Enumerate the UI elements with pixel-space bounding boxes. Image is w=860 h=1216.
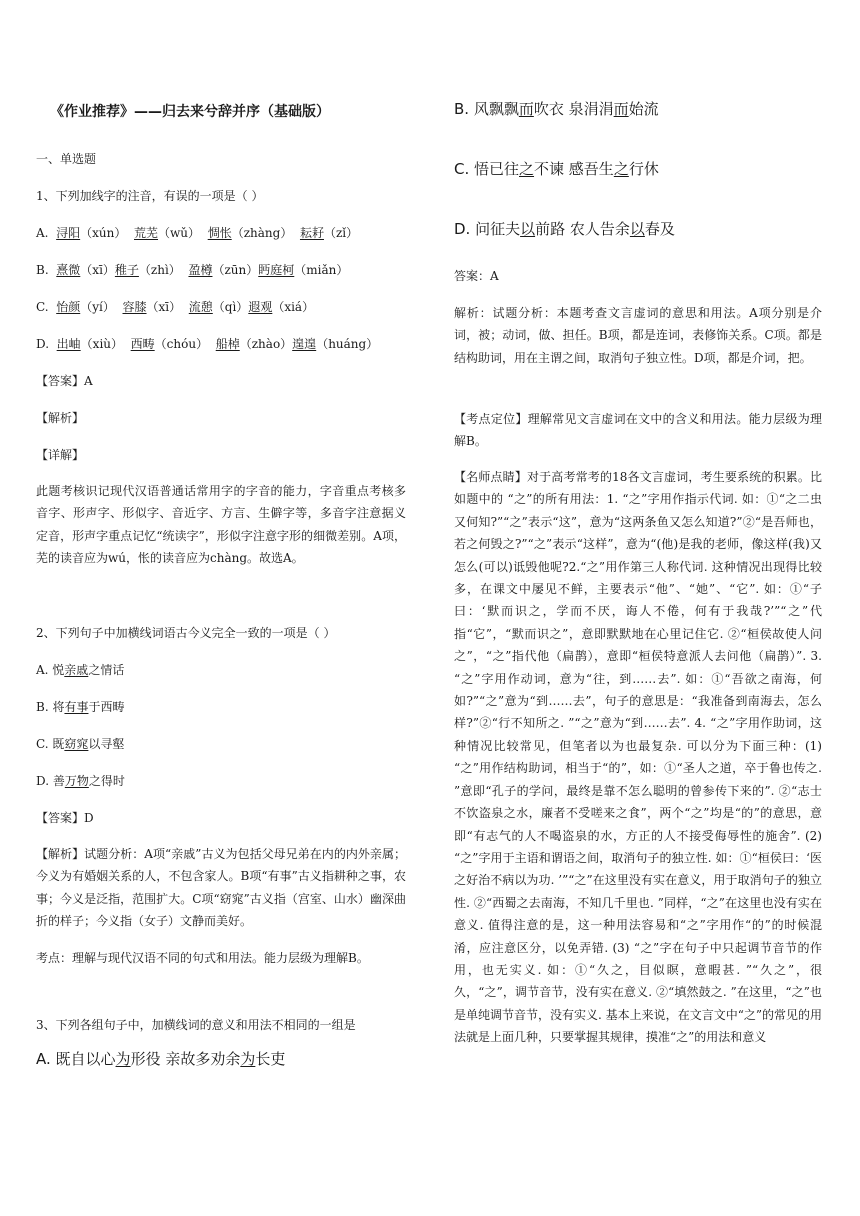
q3-stem: 3、下列各组句子中，加横线词的意义和用法不相同的一组是	[36, 1018, 356, 1032]
marked-word: 以	[629, 220, 645, 238]
marked-word: 怡颜	[56, 300, 81, 314]
q2-stem: 2、下列句子中加横线词语古今义完全一致的一项是（ ）	[36, 626, 336, 640]
option-text: 不谏 感吾生	[534, 160, 614, 178]
option-text: D. 善	[36, 774, 65, 788]
pinyin: （zhì）	[138, 263, 181, 277]
q1-option-b	[36, 262, 348, 278]
marked-word: 船棹	[215, 337, 240, 351]
option-text: 形役 亲故多劝余	[130, 1050, 241, 1068]
option-text: D. 问征夫	[454, 220, 521, 238]
pinyin: （chóu）	[154, 337, 209, 351]
pinyin: （zhàng）	[231, 226, 293, 240]
q1-stem: 1、下列加线字的注音，有误的一项是（ ）	[36, 189, 264, 203]
q1-analysis-label: 【解析】	[36, 411, 85, 425]
pinyin: （zūn）	[212, 263, 259, 277]
marked-word: 窈窕	[64, 737, 89, 751]
marked-word: 有事	[64, 700, 89, 714]
marked-word: 而	[518, 100, 534, 118]
option-text: 始流	[628, 100, 659, 118]
q3-option-c	[454, 159, 659, 179]
pinyin: （xī）	[146, 300, 182, 314]
option-letter: A.	[36, 226, 49, 240]
option-text: A. 悦	[36, 663, 65, 677]
marked-word: 西畴	[130, 337, 155, 351]
marked-word: 流憩	[188, 300, 213, 314]
q1-option-c	[36, 299, 314, 315]
pinyin: （wǔ）	[158, 226, 201, 240]
q2-option-c	[36, 736, 124, 752]
marked-word: 眄庭柯	[258, 263, 295, 277]
marked-word: 遑遑	[292, 337, 317, 351]
option-text: 以寻壑	[88, 737, 125, 751]
marked-word: 亲戚	[64, 663, 89, 677]
pinyin: （huáng）	[316, 337, 379, 351]
option-text: 之情话	[88, 663, 125, 677]
marked-word: 遐观	[248, 300, 273, 314]
q2-answer: 【答案】D	[36, 811, 94, 825]
q2-option-a	[36, 662, 124, 678]
marked-word: 浔阳	[56, 226, 81, 240]
marked-word: 为	[240, 1050, 256, 1068]
q3-mingshi-dianjing: 【名师点睛】对于高考常考的18各文言虚词，考生要系统的积累。比如题中的 “之”的所有用法：1. “之”字用作指示代词. 如：①“之二虫又何知?”“之”表示“这”，意为“这两条鱼又怎么知道?”②“是吾师也，若之何毁之?”“之”表示“这样”，意为“(他)是我的老师，像这样(我)又怎么(可以)诋毁他呢?2.“之”用作第三人称代词. 这种情况出现得比较多，在课文中屡见不鲜，主要表示“他”、“她”、“它”. 如：①“子曰：‘默而识之，学而不厌，诲人不倦，何有于我哉?’”“之”代指“它”，“默而识之”，意即默默地在心里记住它. ②“桓侯故使人问之”，“之”指代他（扁鹊），意即“桓侯特意派人去问他（扁鹊）”. 3. “之”字用作动词，意为“往，到……去”. 如：①“吾欲之南海，何如?”“之”意为“到……去”，句子的意思是：“我准备到南海去，怎么样?”②“行不知所之. ”“之”意为“到……去”. 4. “之”字用作助词，这种情况比较常见，但笔者以为也最复杂. 可以分为下面三种：(1) “之”用作结构助词，相当于“的”，如：①“圣人之道，卒于鲁也传之. ”意即“孔子的学问，最终是靠不怎么聪明的曾参传下来的”. ②“志士不饮盗泉之水，廉者不受嗟来之食”，两个“之”均是“的”的意思，意即“有志气的人不喝盗泉的水，方正的人不接受侮辱性的施舍”. (2) “之”字用于主语和谓语之间，取消句子的独立性. 如：①“桓侯曰：‘医之好治不病以为功. ’”“之”在这里没有实在意义，用于取消句子的独立性. ②“西蜀之去南海，不知几千里也. ”同样，“之”在这里也没有实在意义. 值得注意的是，这一种用法容易和“之”字用作“的”的时候混淆，应注意区分，以免弄错. (3) “之”字在句子中只起调节音节的作用，也无实义. 如：①“久之，目似瞑，意暇甚. ”“久之”，很久，“之”，调节音节，没有实在意义. ②“填然鼓之. ”在这里，“之”也是单纯调节音节，没有实义. 基本上来说，在文言文中“之”的常见的用法就是上面几种，只要掌握其规律，摸准“之”的用法和意义	[454, 470, 822, 1045]
pinyin: （zǐ）	[323, 226, 359, 240]
q3-option-d	[454, 219, 675, 239]
marked-word: 容膝	[122, 300, 147, 314]
option-text: A. 既自以心	[36, 1050, 116, 1068]
option-text: C. 既	[36, 737, 65, 751]
marked-word: 而	[613, 100, 629, 118]
section-heading: 一、单选题	[36, 152, 97, 166]
option-text: 春及	[644, 220, 675, 238]
marked-word: 荒芜	[134, 226, 159, 240]
pinyin: （xiù）	[80, 337, 124, 351]
pinyin: （zhào）	[239, 337, 293, 351]
marked-word: 万物	[64, 774, 89, 788]
option-text: B. 风飘飘	[454, 100, 519, 118]
marked-word: 之	[519, 160, 535, 178]
option-letter: C.	[36, 300, 49, 314]
option-text: 行休	[628, 160, 659, 178]
pinyin: （xún）	[80, 226, 127, 240]
option-letter: B.	[36, 263, 49, 277]
option-text: 吹衣 泉涓涓	[533, 100, 614, 118]
marked-word: 以	[520, 220, 536, 238]
pinyin: （xī）	[80, 263, 115, 277]
q2-option-d	[36, 773, 125, 789]
marked-word: 熹微	[56, 263, 81, 277]
q1-detail-text: 此题考核识记现代汉语普通话常用字的字音的能力，字音重点考核多音字、形声字、形似字、音近字、方言、生僻字等，多音字注意据义定音，形声字重点记忆“统读字”，形似字注意字形的细微差别。A项，芜的读音应为wú，怅的读音应为chàng。故选A。	[36, 484, 406, 566]
option-letter: D.	[36, 337, 50, 351]
marked-word: 盈樽	[188, 263, 213, 277]
pinyin: （yí）	[80, 300, 115, 314]
marked-word: 之	[613, 160, 629, 178]
q1-detail-label: 【详解】	[36, 448, 85, 462]
marked-word: 稚子	[114, 263, 139, 277]
document-title: 《作业推荐》——归去来兮辞并序（基础版）	[50, 104, 330, 120]
q3-answer: 答案：A	[454, 269, 499, 283]
q3-option-a	[36, 1049, 285, 1069]
q3-kaodian-dingwei: 【考点定位】理解常见文言虚词在文中的含义和用法。能力层级为理解B。	[454, 412, 822, 449]
marked-word: 出岫	[56, 337, 81, 351]
q1-answer: 【答案】A	[36, 374, 93, 388]
q2-option-b	[36, 699, 124, 715]
pinyin: （qì）	[212, 300, 249, 314]
q3-analysis: 解析：试题分析：本题考查文言虚词的意思和用法。A项分别是介词，被；动词，做、担任。B项，都是连词，表修饰关系。C项。都是结构助词，用在主谓之间，取消句子独立性。D项，都是介词，把。	[454, 306, 822, 365]
q3-option-b	[454, 99, 659, 119]
pinyin: （miǎn）	[294, 263, 349, 277]
q1-option-a	[36, 225, 358, 241]
option-text: 之得时	[88, 774, 125, 788]
option-text: 于西畴	[88, 700, 125, 714]
option-text: 前路 农人告余	[535, 220, 630, 238]
marked-word: 为	[115, 1050, 131, 1068]
q2-kaodian: 考点：理解与现代汉语不同的句式和用法。能力层级为理解B。	[36, 951, 369, 965]
option-text: 长吏	[255, 1050, 286, 1068]
option-text: B. 将	[36, 700, 65, 714]
q2-analysis: 【解析】试题分析：A项“亲戚”古义为包括父母兄弟在内的内外亲属；今义为有婚姻关系的人，不包含家人。B项“有事”古义指耕种之事，农事；今义是泛指，范围扩大。C项“窈窕”古义指（宫室、山水）幽深曲折的样子；今义指（女子）文静而美好。	[36, 847, 406, 929]
pinyin: （xiá）	[272, 300, 315, 314]
marked-word: 惆怅	[207, 226, 232, 240]
q1-option-d	[36, 336, 378, 352]
marked-word: 耘耔	[299, 226, 324, 240]
option-text: C. 悟已往	[454, 160, 520, 178]
